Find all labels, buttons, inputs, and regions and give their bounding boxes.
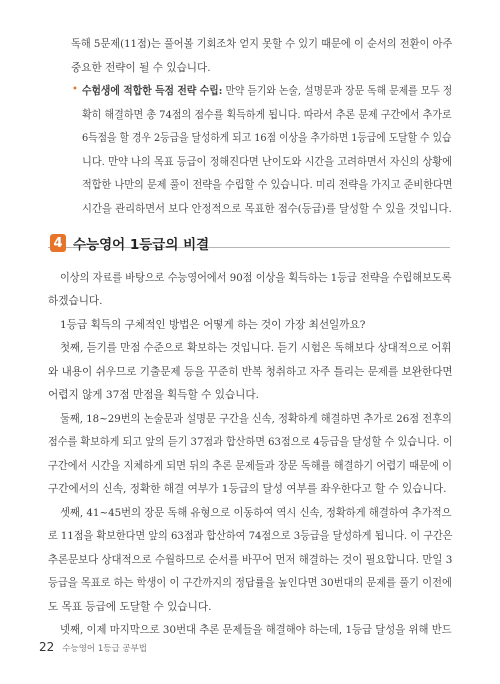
bullet-line: 적합한 나만의 문제 풀이 전략을 수립할 수 있습니다. 미리 전략을 가지고 준비한다면 (82, 179, 453, 191)
section-title: 수능영어 1등급의 비결 (73, 237, 210, 253)
page-number: 22 (39, 640, 55, 654)
body-line: 등급을 목표로 하는 학생이 이 구간까지의 정답률을 높인다면 30번대의 문제를 풀기 이전에 (48, 577, 452, 589)
body-line: 구간에서의 신속, 정확한 해결 여부가 1등급의 달성 여부를 좌우한다고 할 수 있습니다. (48, 483, 447, 495)
body-line: 셋째, 41~45번의 장문 독해 유형으로 이동하여 역시 신속, 정확하게 해결하여 추가적으 (60, 507, 452, 519)
body-line: 이상의 자료를 바탕으로 수능영어에서 90점 이상을 획득하는 1등급 전략을 수립해보도록 (60, 272, 452, 284)
body-line: 하겠습니다. (48, 295, 103, 307)
intro-line: 독해 5문제(11점)는 풀어볼 기회조차 얻지 못할 수 있기 때문에 이 순서의 전환이 아주 (71, 38, 453, 50)
body-line: 구간에서 시간을 지체하게 되면 뒤의 추론 문제들과 장문 독해를 해결하기 어렵기 때문에 이 (48, 460, 452, 472)
running-title: 수능영어 1등급 공부법 (62, 644, 147, 654)
intro-line: 중요한 전략이 될 수 있습니다. (71, 62, 211, 74)
bullet-first-rest: 만약 듣기와 논술, 설명문과 장문 독해 문제를 모두 정 (222, 85, 453, 97)
bullet-lead: 수험생에 적합한 득점 전략 수립: (82, 85, 223, 97)
body-line: 넷째, 이제 마지막으로 30번대 추론 문제들을 해결해야 하는데, 1등급 달성을 위해 반드 (60, 624, 452, 636)
body-line: 1등급 획득의 구체적인 방법은 어떻게 하는 것이 가장 최선일까요? (60, 319, 366, 331)
body-line: 점수를 확보하게 되고 앞의 듣기 37점과 합산하면 63점으로 4등급을 달성할 수 있습니다. 이 (48, 436, 453, 448)
section-number-badge: 4 (50, 234, 66, 252)
bullet-line: 6득점을 할 경우 2등급을 달성하게 되고 16점 이상을 추가하면 1등급에 도달할 수 있습 (82, 132, 452, 144)
body-line: 로 11점을 확보한다면 앞의 63점과 합산하여 74점으로 3등급을 달성하게 됩니다. 이 구간은 (48, 530, 453, 542)
body-line: 첫째, 듣기를 만점 수준으로 확보하는 것입니다. 듣기 시험은 독해보다 상대적으로 어휘 (60, 342, 452, 354)
bullet-line: 시간을 관리하면서 보다 안정적으로 목표한 점수(등급)를 달성할 수 있을 것입니다. (82, 203, 452, 215)
bullet-dot-icon: • (72, 84, 78, 95)
bullet-line: 니다. 만약 나의 목표 등급이 정해진다면 난이도와 시간을 고려하면서 자신의 상황에 (82, 156, 452, 168)
body-line: 어렵지 않게 37점 만점을 획득할 수 있습니다. (48, 389, 260, 401)
page-footer (39, 640, 147, 654)
body-line: 추론문보다 상대적으로 수월하므로 순서를 바꾸어 먼저 해결하는 것이 필요합니다. 만일 3 (48, 554, 453, 566)
section-heading (50, 231, 209, 255)
body-line: 와 내용이 쉬우므로 기출문제 등을 꾸준히 반복 청취하고 자주 틀리는 문제를 보완한다면 (48, 366, 453, 378)
body-line: 도 목표 등급에 도달할 수 있습니다. (48, 601, 212, 613)
bullet-first-line (82, 84, 452, 98)
body-line: 둘째, 18~29번의 논술문과 설명문 구간을 신속, 정확하게 해결하면 추가로 26점 전후의 (60, 413, 452, 425)
bullet-line: 확히 해결하면 총 74점의 점수를 획득하게 됩니다. 따라서 추론 문제 구간에서 추가로 (82, 109, 452, 121)
